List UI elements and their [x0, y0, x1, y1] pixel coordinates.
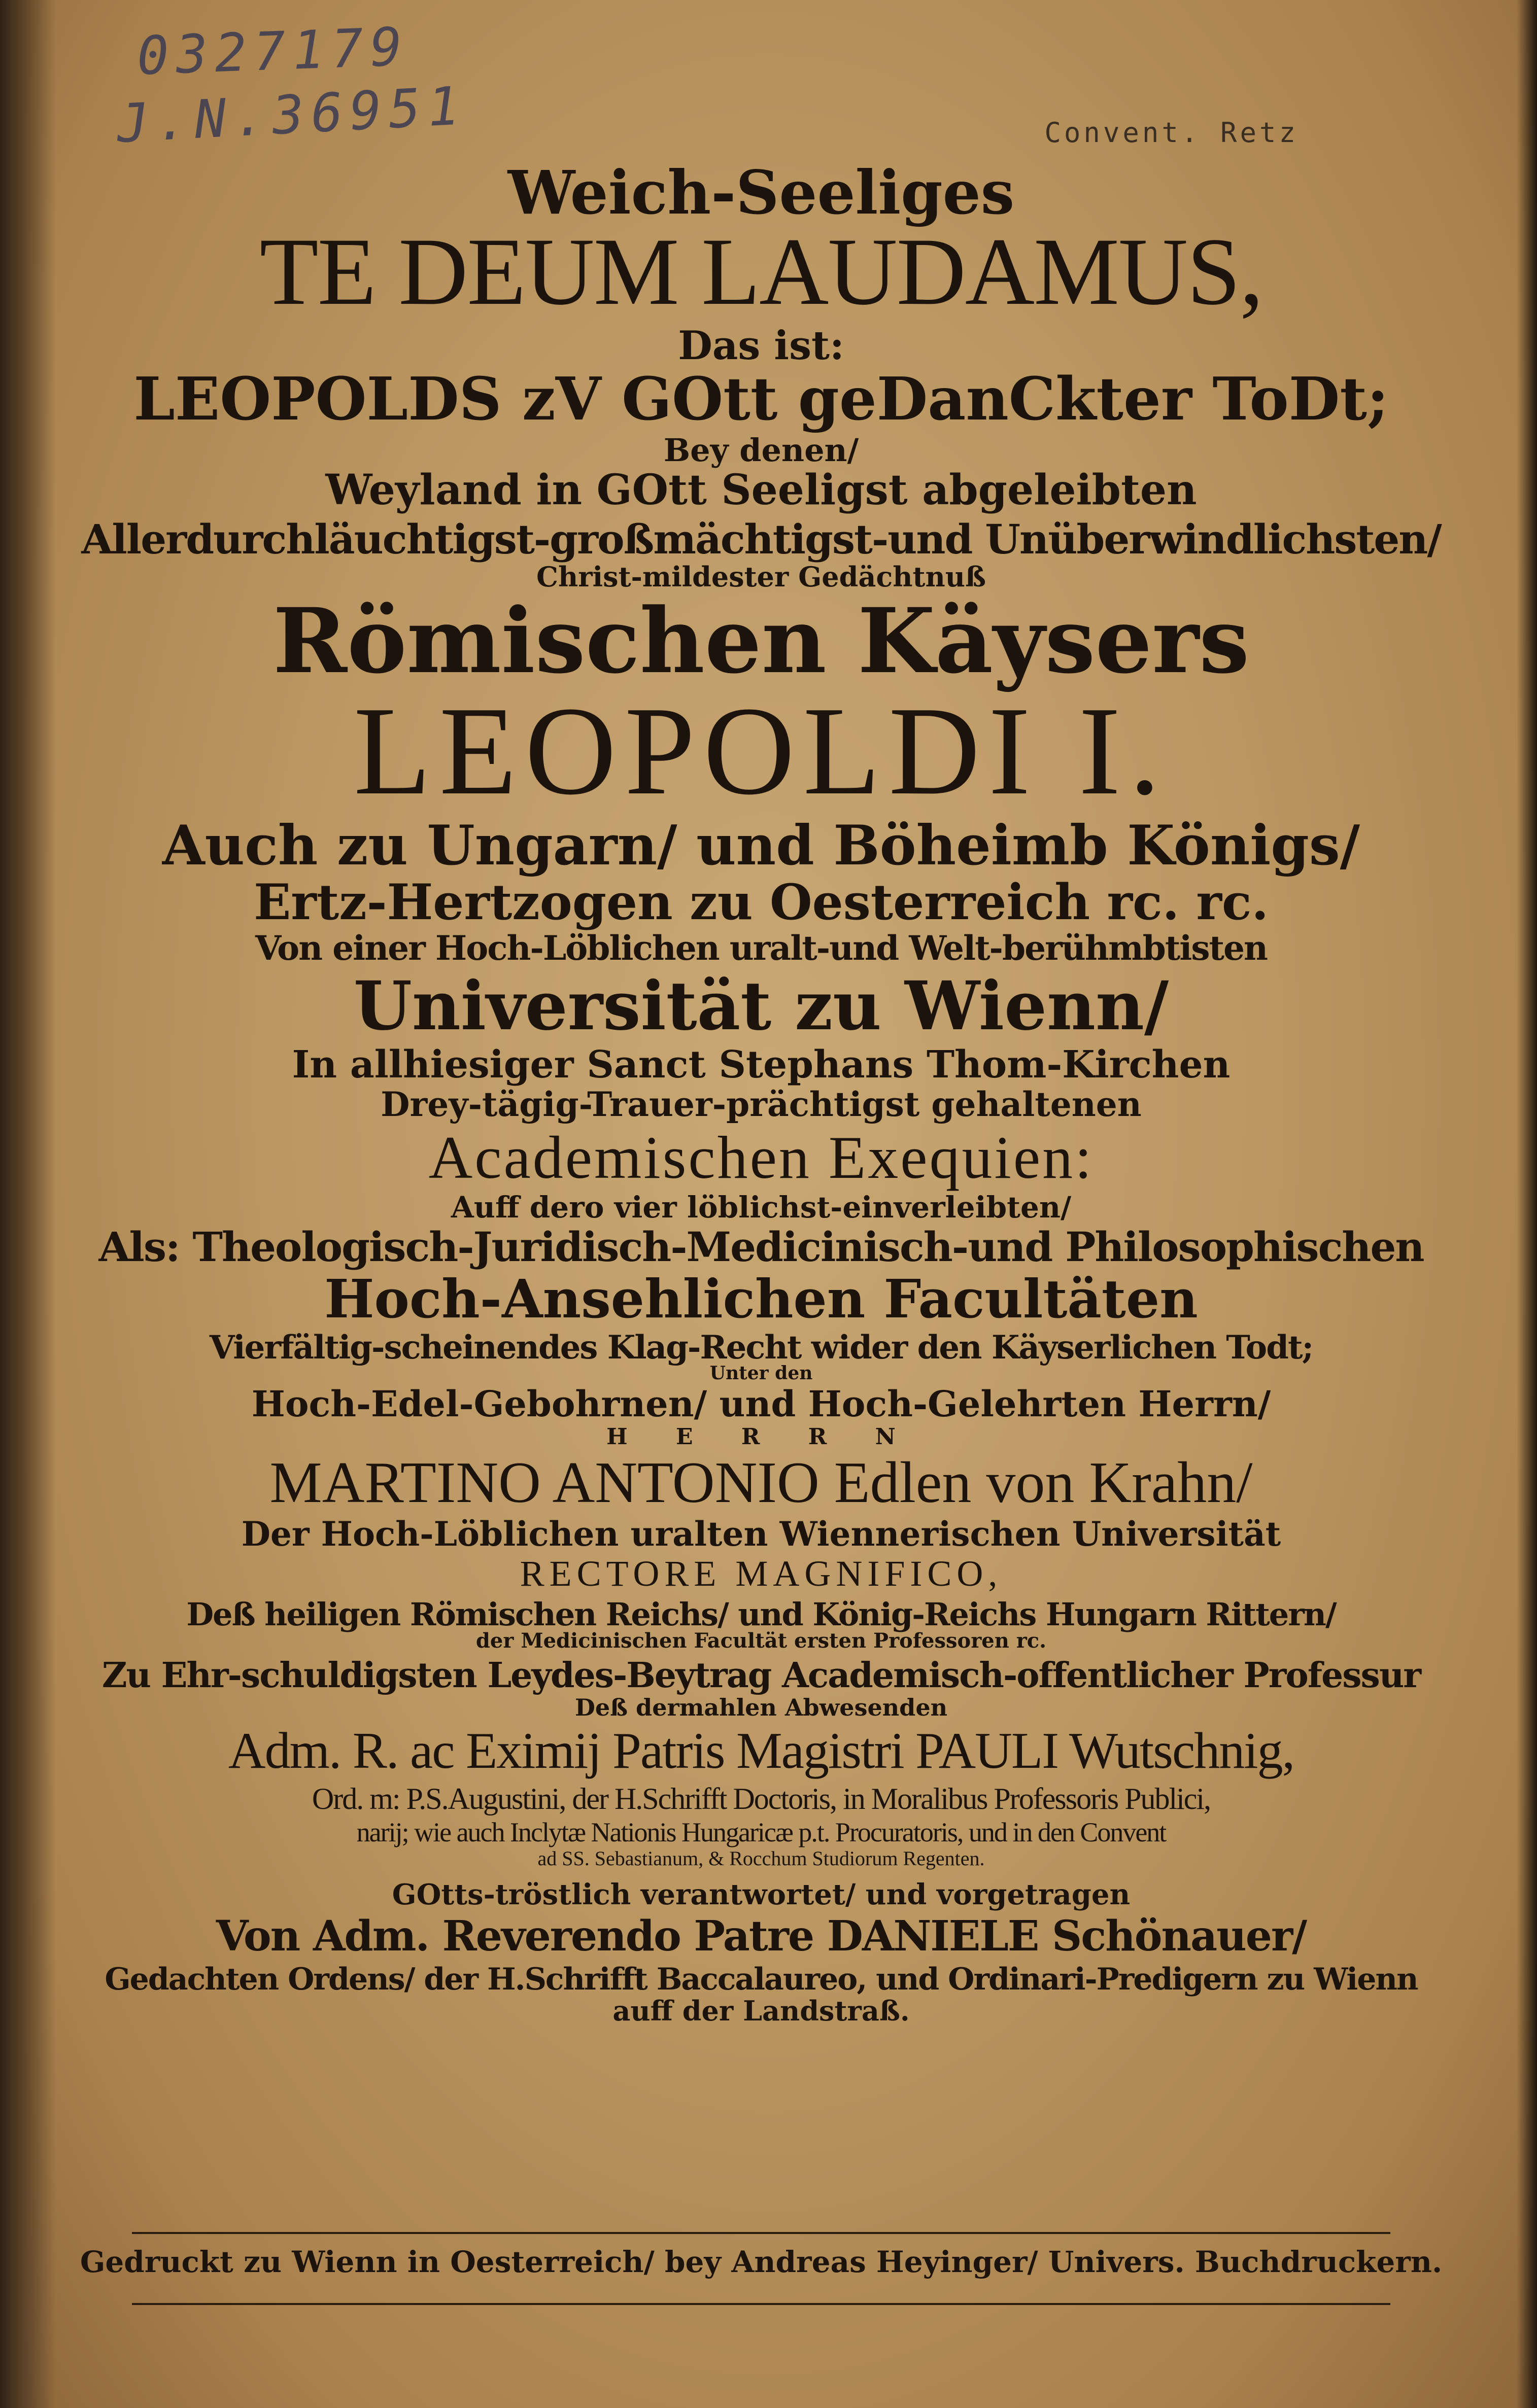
- title-text-block: [76, 157, 1446, 2027]
- title-line-37: Von Adm. Reverendo Patre DANIELE Schönauer/: [216, 1911, 1307, 1961]
- title-line-28: Deß heiligen Römischen Reichs/ und König-Reichs Hungarn Rittern/: [186, 1596, 1336, 1633]
- title-line-9: Römischen Käysers: [272, 588, 1250, 693]
- title-line-27: RECTORE MAGNIFICO,: [520, 1553, 1003, 1594]
- title-line-22: Unter den: [709, 1363, 813, 1384]
- handwritten-shelfmark-1: 0327179: [136, 15, 411, 87]
- imprint-rule-bottom: [132, 2303, 1390, 2305]
- title-line-14: Universität zu Wienn/: [353, 967, 1169, 1046]
- title-line-21: Vierfältig-scheinendes Klag-Recht wider den Käyserlichen Todt;: [209, 1329, 1313, 1367]
- provenance-stamp: Convent. Retz: [1044, 117, 1299, 149]
- title-line-16: Drey-tägig-Trauer-prächtigst gehaltenen: [381, 1084, 1142, 1124]
- title-line-38: Gedachten Ordens/ der H.Schrifft Baccalaureo, und Ordinari-Predigern zu Wienn: [105, 1961, 1418, 1997]
- imprint-rule-top: [132, 2232, 1390, 2234]
- title-line-33: Ord. m: P.S.Augustini, der H.Schrifft Doctoris, in Moralibus Professoris Publici,: [312, 1782, 1211, 1816]
- title-line-17: Academischen Exequien:: [428, 1123, 1094, 1191]
- imprint-line: Gedruckt zu Wienn in Oesterreich/ bey Andreas Heyinger/ Univers. Buchdruckern.: [80, 2245, 1443, 2279]
- title-line-15: In allhiesiger Sanct Stephans Thom-Kirchen: [292, 1043, 1231, 1087]
- title-line-24: H E R R N: [606, 1424, 916, 1450]
- title-line-23: Hoch-Edel-Gebohrnen/ und Hoch-Gelehrten Herrn/: [251, 1383, 1271, 1425]
- title-line-35: ad SS. Sebastianum, & Rocchum Studiorum Regenten.: [537, 1846, 985, 1870]
- title-line-7: Allerdurchläuchtigst-großmächtigst-und Unüberwindlichsten/: [81, 515, 1441, 563]
- title-line-6: Weyland in GOtt Seeligst abgeleibten: [325, 466, 1197, 515]
- title-line-11: Auch zu Ungarn/ und Böheimb Königs/: [162, 814, 1360, 878]
- title-line-2: TE DEUM LAUDAMUS,: [259, 219, 1263, 326]
- title-line-32: Adm. R. ac Eximij Patris Magistri PAULI Wutschnig,: [228, 1722, 1294, 1779]
- title-line-39: auff der Landstraß.: [612, 1994, 910, 2027]
- title-line-30: Zu Ehr-schuldigsten Leydes-Beytrag Academisch-offentlicher Professur: [101, 1655, 1421, 1696]
- title-line-18: Auff dero vier löblichst-einverleibten/: [451, 1190, 1072, 1225]
- title-line-29: der Medicinischen Facultät ersten Professoren rc.: [475, 1628, 1047, 1653]
- title-line-3: Das ist:: [678, 323, 844, 369]
- title-line-1: Weich-Seeliges: [507, 157, 1015, 228]
- handwritten-shelfmark-2: J.N.36951: [115, 75, 468, 155]
- title-line-13: Von einer Hoch-Löblichen uralt-und Welt-berühmbtisten: [255, 928, 1267, 968]
- title-line-4: LEOPOLDS zV GOtt geDanCkter ToDt;: [133, 364, 1389, 434]
- title-line-25: MARTINO ANTONIO Edlen von Krahn/: [269, 1450, 1253, 1516]
- title-line-36: GOtts-tröstlich verantwortet/ und vorgetragen: [392, 1877, 1131, 1911]
- title-line-8: Christ-mildester Gedächtnuß: [536, 561, 986, 594]
- title-line-12: Ertz-Hertzogen zu Oesterreich rc. rc.: [254, 874, 1269, 931]
- title-line-26: Der Hoch-Löblichen uralten Wiennerischen Universität: [241, 1514, 1281, 1554]
- title-line-31: Deß dermahlen Abwesenden: [574, 1693, 948, 1721]
- title-line-20: Hoch-Ansehlichen Facultäten: [324, 1267, 1198, 1330]
- title-line-10: LEOPOLDI I.: [353, 681, 1169, 822]
- title-line-5: Bey denen/: [663, 432, 859, 469]
- title-line-34: narij; wie auch Inclytæ Nationis Hungaricæ p.t. Procuratoris, und in den Convent: [356, 1817, 1166, 1847]
- title-line-19: Als: Theologisch-Juridisch-Medicinisch-und Philosophischen: [98, 1223, 1424, 1271]
